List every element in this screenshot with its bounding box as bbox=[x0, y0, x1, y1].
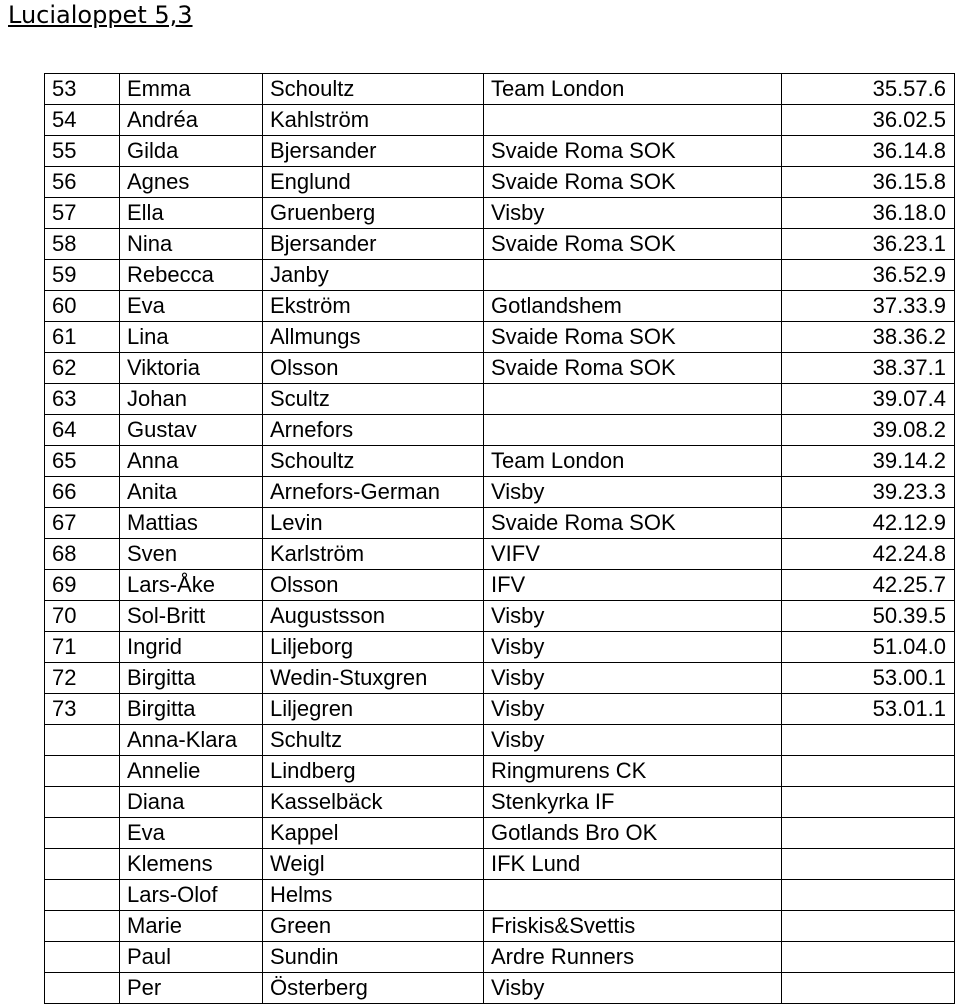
last-name-cell: Weigl bbox=[263, 849, 484, 880]
table-row bbox=[45, 167, 955, 198]
time-cell: 39.23.3 bbox=[782, 477, 955, 508]
last-name-cell: Arnefors-German bbox=[263, 477, 484, 508]
first-name-cell: Eva bbox=[120, 291, 263, 322]
last-name-cell: Kahlström bbox=[263, 105, 484, 136]
place-cell bbox=[45, 880, 120, 911]
club-cell: Visby bbox=[484, 663, 782, 694]
last-name-cell: Allmungs bbox=[263, 322, 484, 353]
last-name-cell: Schoultz bbox=[263, 74, 484, 105]
club-cell: Svaide Roma SOK bbox=[484, 353, 782, 384]
place-cell: 66 bbox=[45, 477, 120, 508]
club-cell: Svaide Roma SOK bbox=[484, 508, 782, 539]
table-row bbox=[45, 260, 955, 291]
time-cell: 36.52.9 bbox=[782, 260, 955, 291]
last-name-cell: Sundin bbox=[263, 942, 484, 973]
table-row bbox=[45, 322, 955, 353]
last-name-cell: Olsson bbox=[263, 570, 484, 601]
table-row bbox=[45, 880, 955, 911]
page-title: Lucialoppet 5,3 bbox=[8, 1, 193, 29]
time-cell: 36.18.0 bbox=[782, 198, 955, 229]
last-name-cell: Englund bbox=[263, 167, 484, 198]
time-cell: 38.37.1 bbox=[782, 353, 955, 384]
club-cell: Visby bbox=[484, 694, 782, 725]
place-cell bbox=[45, 725, 120, 756]
last-name-cell: Kappel bbox=[263, 818, 484, 849]
last-name-cell: Arnefors bbox=[263, 415, 484, 446]
club-cell bbox=[484, 384, 782, 415]
place-cell: 64 bbox=[45, 415, 120, 446]
table-row bbox=[45, 508, 955, 539]
place-cell bbox=[45, 942, 120, 973]
first-name-cell: Lina bbox=[120, 322, 263, 353]
table-row bbox=[45, 787, 955, 818]
first-name-cell: Nina bbox=[120, 229, 263, 260]
club-cell: Visby bbox=[484, 973, 782, 1004]
table-row bbox=[45, 632, 955, 663]
place-cell bbox=[45, 973, 120, 1004]
club-cell: IFK Lund bbox=[484, 849, 782, 880]
time-cell: 53.01.1 bbox=[782, 694, 955, 725]
place-cell: 72 bbox=[45, 663, 120, 694]
place-cell: 73 bbox=[45, 694, 120, 725]
first-name-cell: Lars-Åke bbox=[120, 570, 263, 601]
time-cell: 36.02.5 bbox=[782, 105, 955, 136]
time-cell: 39.14.2 bbox=[782, 446, 955, 477]
first-name-cell: Anna bbox=[120, 446, 263, 477]
place-cell: 59 bbox=[45, 260, 120, 291]
time-cell bbox=[782, 942, 955, 973]
club-cell: Friskis&Svettis bbox=[484, 911, 782, 942]
first-name-cell: Johan bbox=[120, 384, 263, 415]
last-name-cell: Green bbox=[263, 911, 484, 942]
table-row bbox=[45, 818, 955, 849]
table-row bbox=[45, 105, 955, 136]
first-name-cell: Sol-Britt bbox=[120, 601, 263, 632]
club-cell: Gotlands Bro OK bbox=[484, 818, 782, 849]
time-cell: 36.15.8 bbox=[782, 167, 955, 198]
place-cell: 60 bbox=[45, 291, 120, 322]
first-name-cell: Birgitta bbox=[120, 694, 263, 725]
last-name-cell: Liljeborg bbox=[263, 632, 484, 663]
time-cell: 51.04.0 bbox=[782, 632, 955, 663]
table-row bbox=[45, 415, 955, 446]
table-row bbox=[45, 353, 955, 384]
last-name-cell: Lindberg bbox=[263, 756, 484, 787]
place-cell: 55 bbox=[45, 136, 120, 167]
table-row bbox=[45, 911, 955, 942]
first-name-cell: Lars-Olof bbox=[120, 880, 263, 911]
first-name-cell: Andréa bbox=[120, 105, 263, 136]
last-name-cell: Kasselbäck bbox=[263, 787, 484, 818]
time-cell bbox=[782, 756, 955, 787]
table-row bbox=[45, 136, 955, 167]
first-name-cell: Klemens bbox=[120, 849, 263, 880]
club-cell: Visby bbox=[484, 725, 782, 756]
place-cell: 65 bbox=[45, 446, 120, 477]
results-body bbox=[45, 74, 955, 1004]
club-cell: Svaide Roma SOK bbox=[484, 167, 782, 198]
time-cell bbox=[782, 818, 955, 849]
time-cell: 35.57.6 bbox=[782, 74, 955, 105]
club-cell bbox=[484, 880, 782, 911]
place-cell bbox=[45, 756, 120, 787]
place-cell: 61 bbox=[45, 322, 120, 353]
table-row bbox=[45, 291, 955, 322]
first-name-cell: Emma bbox=[120, 74, 263, 105]
time-cell: 50.39.5 bbox=[782, 601, 955, 632]
time-cell: 36.14.8 bbox=[782, 136, 955, 167]
club-cell: Team London bbox=[484, 74, 782, 105]
last-name-cell: Levin bbox=[263, 508, 484, 539]
time-cell bbox=[782, 973, 955, 1004]
club-cell bbox=[484, 415, 782, 446]
place-cell: 57 bbox=[45, 198, 120, 229]
first-name-cell: Rebecca bbox=[120, 260, 263, 291]
table-row bbox=[45, 539, 955, 570]
time-cell bbox=[782, 787, 955, 818]
time-cell: 36.23.1 bbox=[782, 229, 955, 260]
time-cell bbox=[782, 911, 955, 942]
time-cell: 53.00.1 bbox=[782, 663, 955, 694]
table-row bbox=[45, 942, 955, 973]
last-name-cell: Österberg bbox=[263, 973, 484, 1004]
first-name-cell: Gilda bbox=[120, 136, 263, 167]
table-row bbox=[45, 601, 955, 632]
club-cell: Visby bbox=[484, 477, 782, 508]
last-name-cell: Bjersander bbox=[263, 136, 484, 167]
first-name-cell: Eva bbox=[120, 818, 263, 849]
last-name-cell: Helms bbox=[263, 880, 484, 911]
club-cell: Svaide Roma SOK bbox=[484, 229, 782, 260]
place-cell: 70 bbox=[45, 601, 120, 632]
time-cell: 39.07.4 bbox=[782, 384, 955, 415]
club-cell: Gotlandshem bbox=[484, 291, 782, 322]
club-cell: IFV bbox=[484, 570, 782, 601]
club-cell: Stenkyrka IF bbox=[484, 787, 782, 818]
first-name-cell: Viktoria bbox=[120, 353, 263, 384]
first-name-cell: Birgitta bbox=[120, 663, 263, 694]
place-cell: 62 bbox=[45, 353, 120, 384]
table-row bbox=[45, 198, 955, 229]
club-cell: Svaide Roma SOK bbox=[484, 136, 782, 167]
first-name-cell: Mattias bbox=[120, 508, 263, 539]
place-cell: 69 bbox=[45, 570, 120, 601]
table-row bbox=[45, 663, 955, 694]
first-name-cell: Anita bbox=[120, 477, 263, 508]
last-name-cell: Schultz bbox=[263, 725, 484, 756]
table-row bbox=[45, 694, 955, 725]
first-name-cell: Paul bbox=[120, 942, 263, 973]
place-cell: 67 bbox=[45, 508, 120, 539]
first-name-cell: Sven bbox=[120, 539, 263, 570]
last-name-cell: Schoultz bbox=[263, 446, 484, 477]
table-row bbox=[45, 384, 955, 415]
table-row bbox=[45, 74, 955, 105]
place-cell bbox=[45, 787, 120, 818]
place-cell bbox=[45, 849, 120, 880]
club-cell: Ardre Runners bbox=[484, 942, 782, 973]
time-cell: 42.12.9 bbox=[782, 508, 955, 539]
club-cell: Visby bbox=[484, 632, 782, 663]
first-name-cell: Marie bbox=[120, 911, 263, 942]
club-cell: VIFV bbox=[484, 539, 782, 570]
club-cell: Svaide Roma SOK bbox=[484, 322, 782, 353]
table-row bbox=[45, 570, 955, 601]
club-cell bbox=[484, 105, 782, 136]
place-cell bbox=[45, 911, 120, 942]
table-row bbox=[45, 477, 955, 508]
last-name-cell: Karlström bbox=[263, 539, 484, 570]
time-cell bbox=[782, 849, 955, 880]
club-cell: Team London bbox=[484, 446, 782, 477]
time-cell: 39.08.2 bbox=[782, 415, 955, 446]
table-row bbox=[45, 756, 955, 787]
club-cell bbox=[484, 260, 782, 291]
place-cell: 53 bbox=[45, 74, 120, 105]
first-name-cell: Agnes bbox=[120, 167, 263, 198]
first-name-cell: Per bbox=[120, 973, 263, 1004]
last-name-cell: Gruenberg bbox=[263, 198, 484, 229]
time-cell bbox=[782, 880, 955, 911]
place-cell: 58 bbox=[45, 229, 120, 260]
time-cell: 42.25.7 bbox=[782, 570, 955, 601]
club-cell: Ringmurens CK bbox=[484, 756, 782, 787]
first-name-cell: Diana bbox=[120, 787, 263, 818]
table-row bbox=[45, 725, 955, 756]
last-name-cell: Liljegren bbox=[263, 694, 484, 725]
table-row bbox=[45, 446, 955, 477]
first-name-cell: Ella bbox=[120, 198, 263, 229]
first-name-cell: Ingrid bbox=[120, 632, 263, 663]
time-cell: 38.36.2 bbox=[782, 322, 955, 353]
table-row bbox=[45, 229, 955, 260]
place-cell: 63 bbox=[45, 384, 120, 415]
last-name-cell: Janby bbox=[263, 260, 484, 291]
results-table bbox=[44, 73, 955, 1004]
time-cell: 37.33.9 bbox=[782, 291, 955, 322]
first-name-cell: Anna-Klara bbox=[120, 725, 263, 756]
last-name-cell: Augustsson bbox=[263, 601, 484, 632]
place-cell: 56 bbox=[45, 167, 120, 198]
place-cell: 71 bbox=[45, 632, 120, 663]
first-name-cell: Annelie bbox=[120, 756, 263, 787]
place-cell: 68 bbox=[45, 539, 120, 570]
last-name-cell: Olsson bbox=[263, 353, 484, 384]
place-cell bbox=[45, 818, 120, 849]
last-name-cell: Ekström bbox=[263, 291, 484, 322]
first-name-cell: Gustav bbox=[120, 415, 263, 446]
place-cell: 54 bbox=[45, 105, 120, 136]
club-cell: Visby bbox=[484, 198, 782, 229]
table-row bbox=[45, 973, 955, 1004]
last-name-cell: Scultz bbox=[263, 384, 484, 415]
last-name-cell: Wedin-Stuxgren bbox=[263, 663, 484, 694]
time-cell bbox=[782, 725, 955, 756]
last-name-cell: Bjersander bbox=[263, 229, 484, 260]
table-row bbox=[45, 849, 955, 880]
time-cell: 42.24.8 bbox=[782, 539, 955, 570]
club-cell: Visby bbox=[484, 601, 782, 632]
